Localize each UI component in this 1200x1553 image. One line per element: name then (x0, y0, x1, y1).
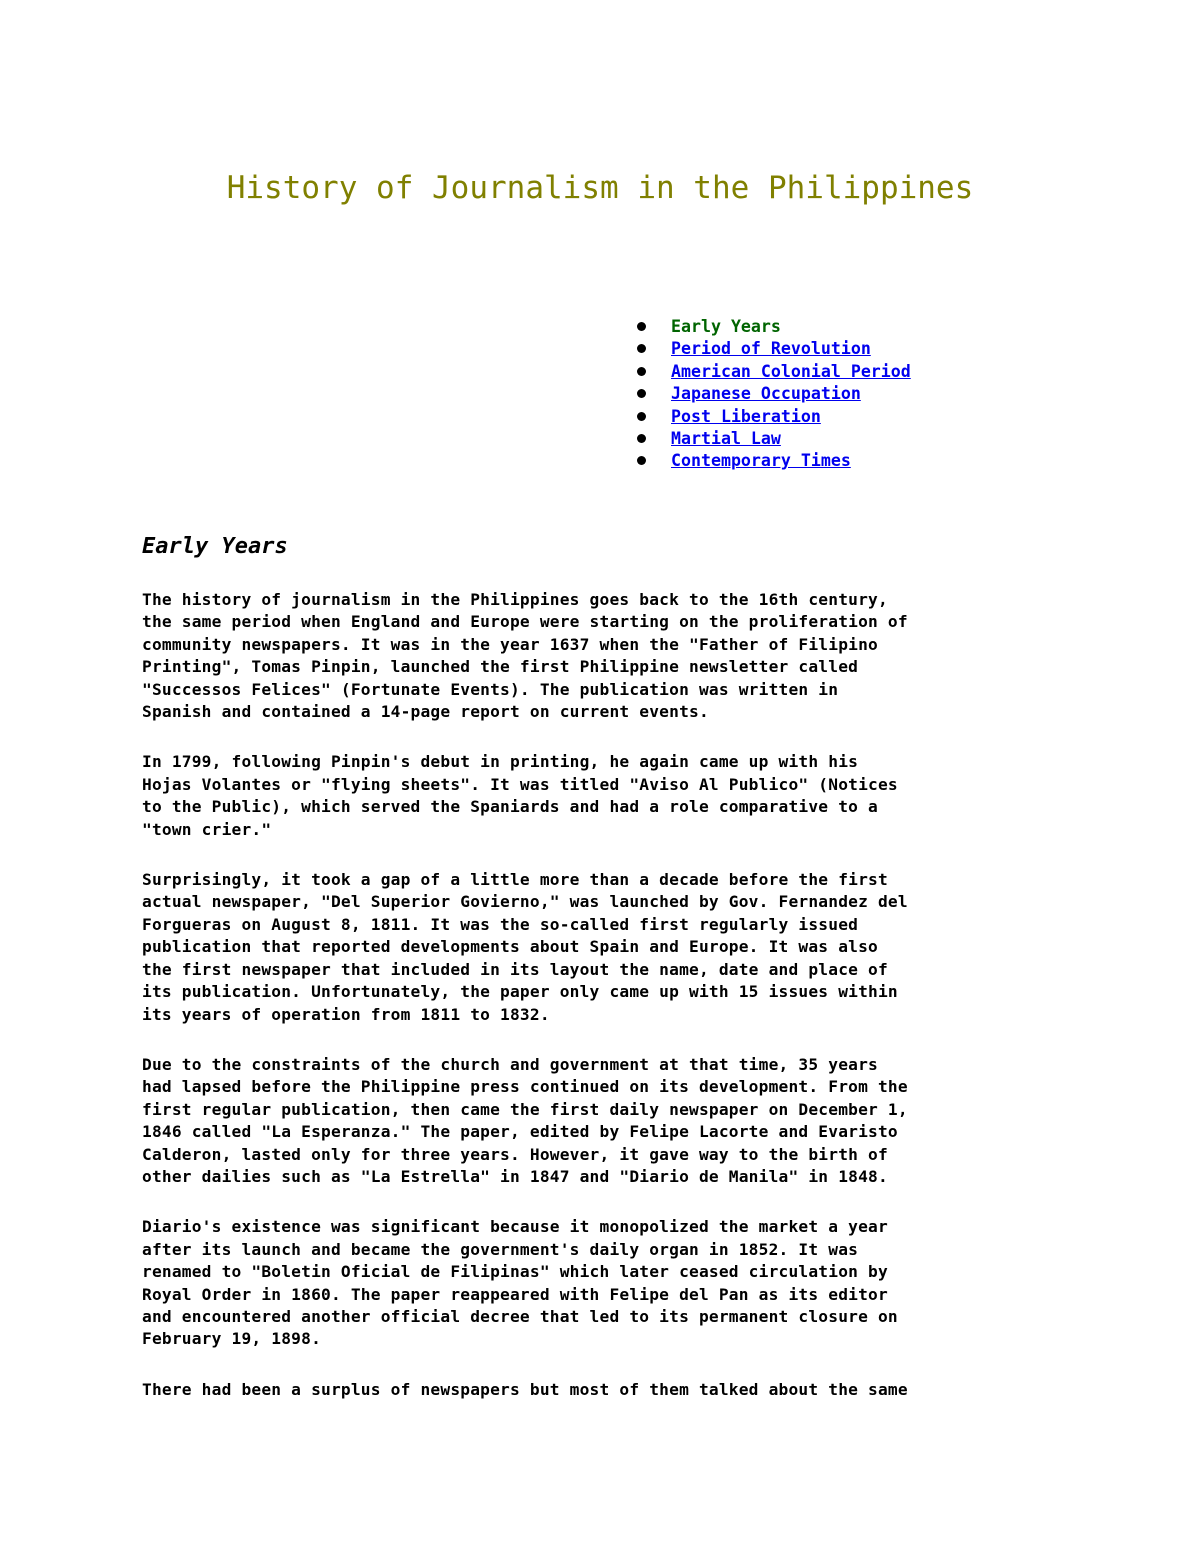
bullet-icon (637, 434, 646, 443)
section-body (142, 589, 1062, 1429)
table-of-contents (636, 316, 911, 473)
bullet-icon (637, 322, 646, 331)
toc-item-period-of-revolution (636, 338, 911, 360)
bullet-icon (637, 456, 646, 465)
bullet-icon (637, 367, 646, 376)
toc-link-american-colonial-period[interactable]: American Colonial Period (671, 361, 911, 381)
toc-item-martial-law (636, 428, 911, 450)
toc-link-period-of-revolution[interactable]: Period of Revolution (671, 339, 871, 359)
bullet-icon (637, 389, 646, 398)
toc-current-label: Early Years (671, 317, 781, 336)
toc-link-japanese-occupation[interactable]: Japanese Occupation (671, 384, 861, 404)
bullet-icon (637, 412, 646, 421)
paragraph: Diario's existence was significant because it monopolized the market a year after its launch and became the government's daily organ in 1852. It was renamed to "Boletin Oficial de Filipinas" which later ceased circulation by Royal Order in 1860. The paper reappeared with Felipe del Pan as its editor and encountered another official decree that led to its permanent closure on February 19, 1898. (142, 1217, 898, 1349)
paragraph: Surprisingly, it took a gap of a little more than a decade before the first actual newspaper, "Del Superior Govierno," was launched by Gov. Fernandez del Forgueras on August 8, 1811. It was the so-called first regularly issued publication that reported developments about Spain and Europe. It was also the first newspaper that included in its layout the name, date and place of its publication. Unfortunately, the paper only came up with 15 issues within its years of operation from 1811 to 1832. (142, 870, 908, 1024)
page-title: History of Journalism in the Philippines (226, 170, 974, 206)
toc-link-martial-law[interactable]: Martial Law (671, 428, 781, 448)
toc-item-early-years (636, 316, 911, 338)
paragraph: There had been a surplus of newspapers but most of them talked about the same (142, 1379, 908, 1399)
toc-link-contemporary-times[interactable]: Contemporary Times (671, 451, 851, 471)
section-heading: Early Years (142, 534, 288, 559)
paragraph: The history of journalism in the Philippines goes back to the 16th century, the same period when England and Europe were starting on the proliferation of community newspapers. It was in the year 1637 when the "Father of Filipino Printing", Tomas Pinpin, launched the first Philippine newsletter called "Successos Felices" (Fortunate Events). The publication was written in Spanish and contained a 14-page report on current events. (142, 590, 908, 722)
toc-item-contemporary-times (636, 450, 911, 472)
toc-item-post-liberation (636, 406, 911, 428)
toc-link-post-liberation[interactable]: Post Liberation (671, 406, 821, 426)
toc-item-american-colonial-period (636, 361, 911, 383)
bullet-icon (637, 344, 646, 353)
paragraph: Due to the constraints of the church and government at that time, 35 years had lapsed before the Philippine press continued on its development. From the first regular publication, then came the first daily newspaper on December 1, 1846 called "La Esperanza." The paper, edited by Felipe Lacorte and Evaristo Calderon, lasted only for three years. However, it gave way to the birth of other dailies such as "La Estrella" in 1847 and "Diario de Manila" in 1848. (142, 1054, 908, 1186)
toc-item-japanese-occupation (636, 383, 911, 405)
paragraph: In 1799, following Pinpin's debut in printing, he again came up with his Hojas Volantes or "flying sheets". It was titled "Aviso Al Publico" (Notices to the Public), which served the Spaniards and had a role comparative to a "town crier." (142, 752, 898, 839)
